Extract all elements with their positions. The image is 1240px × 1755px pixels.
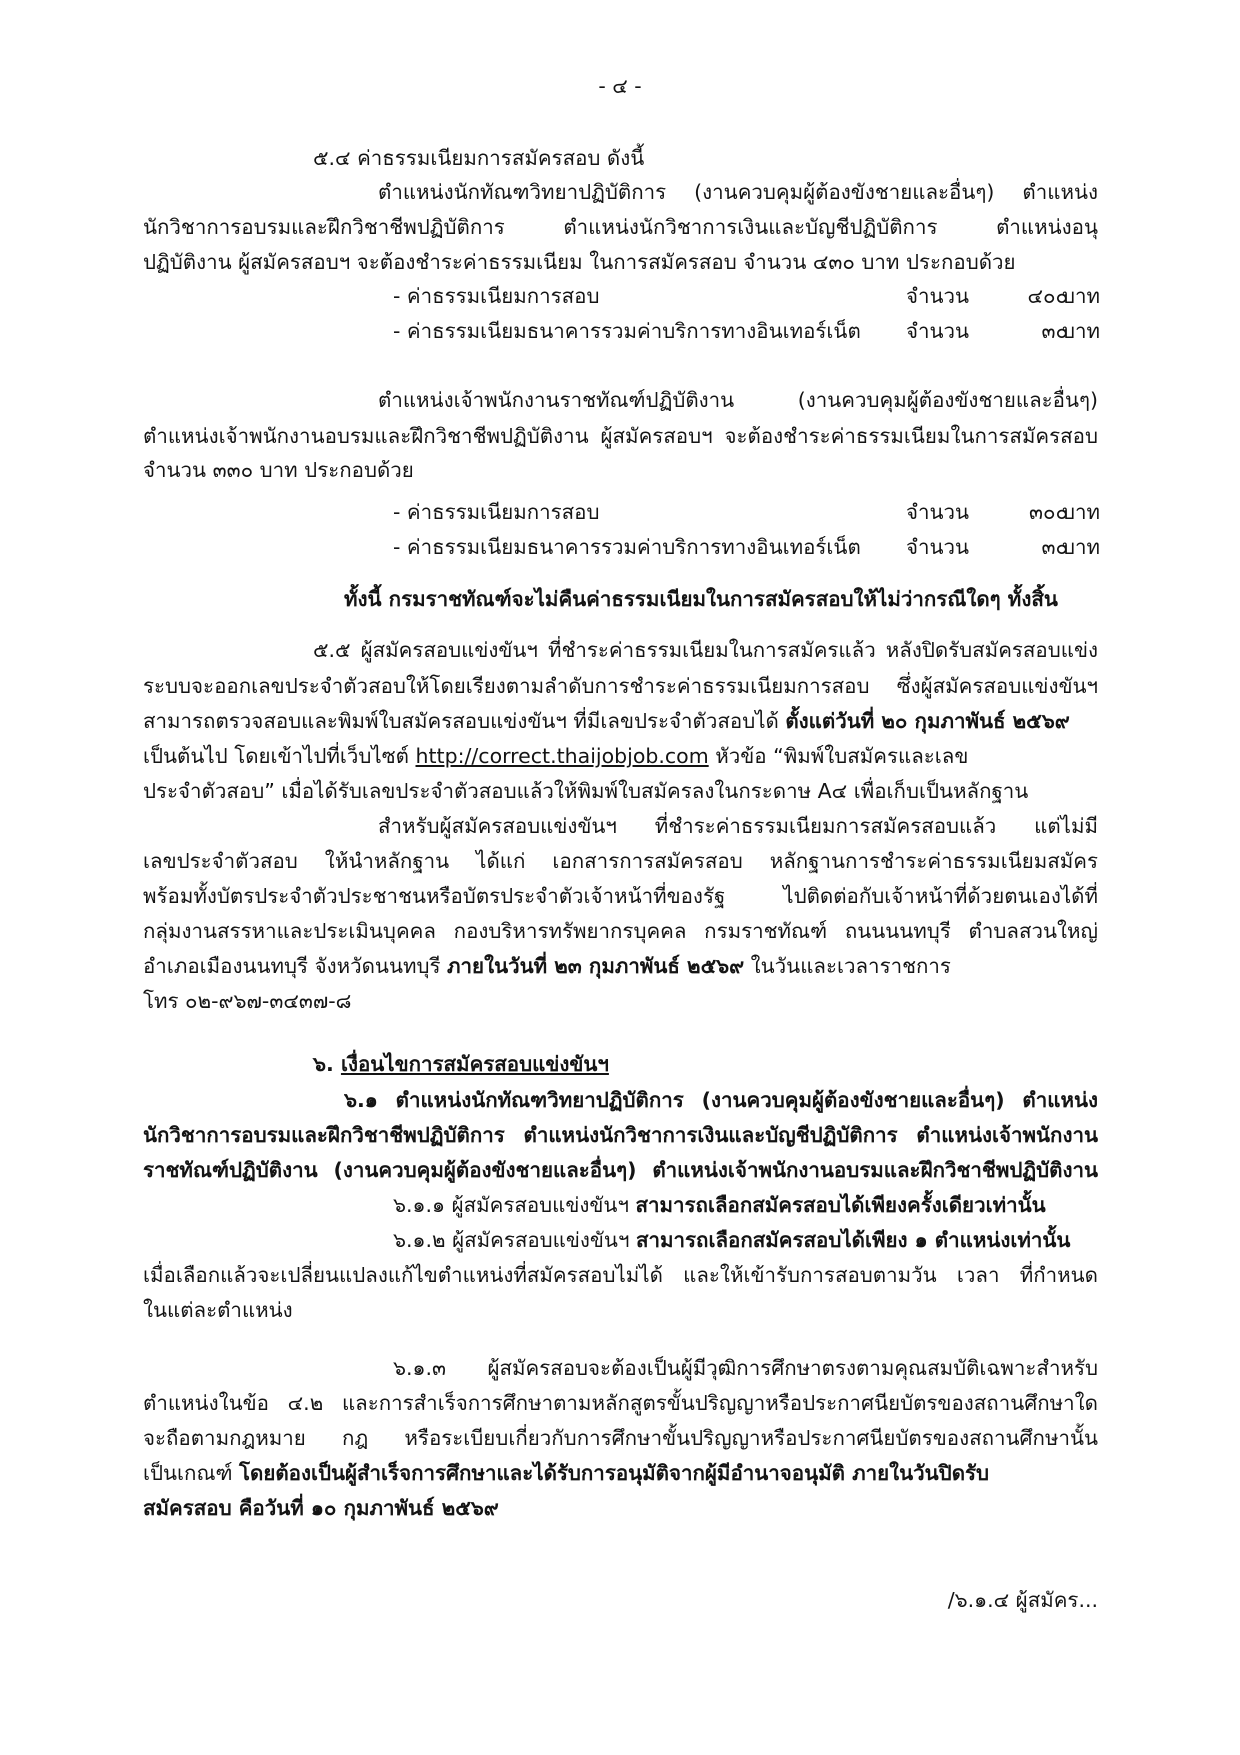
fee-label: - ค่าธรรมเนียมธนาคารรวมค่าบริการทางอินเทอร์เน็ต (393, 535, 861, 559)
s55-line3-text: สามารถตรวจสอบและพิมพ์ใบสมัครสอบแข่งขันฯ ที่มีเลขประจำตัวสอบได้ (143, 709, 786, 733)
s55-p2-line5-tail: ในวันและเวลาราชการ (744, 954, 951, 978)
fee-word: จำนวน (906, 535, 970, 559)
s61-line3: ราชทัณฑ์ปฏิบัติงาน (งานควบคุมผู้ต้องขังชายและอื่นๆ) ตำแหน่งเจ้าพนักงานอบรมและฝึกวิชาชีพปฏิบัติงาน (143, 1158, 1098, 1182)
s55-line2: ระบบจะออกเลขประจำตัวสอบให้โดยเรียงตามลำดับการชำระค่าธรรมเนียมการสอบ ซึ่งผู้สมัครสอบแข่งขันฯ (143, 674, 1098, 698)
s613-line4-emphasis: โดยต้องเป็นผู้สำเร็จการศึกษาและได้รับการอนุมัติจากผู้มีอำนาจอนุมัติ ภายในวันปิดรับ (239, 1461, 990, 1485)
continuation-marker: /๖.๑.๔ ผู้สมัคร... (947, 1588, 1098, 1612)
s61-line2: นักวิชาการอบรมและฝึกวิชาชีพปฏิบัติการ ตำแหน่งนักวิชาการเงินและบัญชีปฏิบัติการ ตำแหน่งเจ้าพนักงาน (143, 1123, 1098, 1147)
fee-amount: ๓๐ (1041, 319, 1068, 343)
s612-line1 (393, 1224, 1070, 1256)
s613-line4 (143, 1457, 989, 1489)
s54-p1-line3: ปฏิบัติงาน ผู้สมัครสอบฯ จะต้องชำระค่าธรรมเนียม ในการสมัครสอบ จำนวน ๔๓๐ บาท ประกอบด้วย (143, 250, 1016, 274)
page-number: - ๔ - (598, 74, 642, 98)
s55-p2-line5-text: อำเภอเมืองนนทบุรี จังหวัดนนทบุรี (143, 954, 448, 978)
fee-word: จำนวน (906, 500, 970, 524)
fee-label: - ค่าธรรมเนียมธนาคารรวมค่าบริการทางอินเทอร์เน็ต (393, 319, 861, 343)
s54-p2-line1: ตำแหน่งเจ้าพนักงานราชทัณฑ์ปฏิบัติงาน (งานควบคุมผู้ต้องขังชายและอื่นๆ) (378, 388, 1098, 412)
section-5-4-heading: ๕.๔ ค่าธรรมเนียมการสมัครสอบ ดังนี้ (313, 146, 645, 170)
s55-p2-line3: พร้อมทั้งบัตรประจำตัวประชาชนหรือบัตรประจำตัวเจ้าหน้าที่ของรัฐ ไปติดต่อกับเจ้าหน้าที่ด้วยตนเองได้ที่ (143, 884, 1098, 908)
s55-line4-topic: หัวข้อ “พิมพ์ใบสมัครและเลข (708, 744, 969, 768)
fee-unit: บาท (1061, 535, 1100, 559)
s55-p2-line1: สำหรับผู้สมัครสอบแข่งขันฯ ที่ชำระค่าธรรมเนียมการสมัครสอบแล้ว แต่ไม่มี (378, 814, 1098, 838)
s612-line3: ในแต่ละตำแหน่ง (143, 1298, 293, 1322)
fee-label: - ค่าธรรมเนียมการสอบ (393, 284, 600, 308)
fee-label: - ค่าธรรมเนียมการสอบ (393, 500, 600, 524)
fee-amount: ๓๐๐ (1028, 500, 1068, 524)
fee-amount: ๔๐๐ (1027, 284, 1068, 308)
s613-line3: จะถือตามกฎหมาย กฎ หรือระเบียบเกี่ยวกับการศึกษาขั้นปริญญาหรือประกาศนียบัตรของสถานศึกษานั้น (143, 1426, 1098, 1450)
s54-p2-line3: จำนวน ๓๓๐ บาท ประกอบด้วย (143, 458, 414, 482)
s54-p1-line1: ตำแหน่งนักทัณฑวิทยาปฏิบัติการ (งานควบคุมผู้ต้องขังชายและอื่นๆ) ตำแหน่ง (378, 180, 1098, 204)
section-6-heading (313, 1048, 609, 1080)
fee-word: จำนวน (906, 319, 970, 343)
s61-line1: ๖.๑ ตำแหน่งนักทัณฑวิทยาปฏิบัติการ (งานควบคุมผู้ต้องขังชายและอื่นๆ) ตำแหน่ง (344, 1088, 1098, 1112)
s611-line (393, 1189, 1046, 1221)
no-refund-notice: ทั้งนี้ กรมราชทัณฑ์จะไม่คืนค่าธรรมเนียมในการสมัครสอบให้ไม่ว่ากรณีใดๆ ทั้งสิ้น (344, 587, 1058, 611)
s612-emphasis: สามารถเลือกสมัครสอบได้เพียง ๑ ตำแหน่งเท่านั้น (635, 1228, 1071, 1252)
fee-unit: บาท (1061, 284, 1100, 308)
s613-line5: สมัครสอบ คือวันที่ ๑๐ กุมภาพันธ์ ๒๕๖๙ (143, 1496, 499, 1520)
deadline-date: ภายในวันที่ ๒๓ กุมภาพันธ์ ๒๕๖๙ (447, 954, 745, 978)
s55-p2-line4: กลุ่มงานสรรหาและประเมินบุคคล กองบริหารทรัพยากรบุคคล กรมราชทัณฑ์ ถนนนนทบุรี ตำบลสวนใหญ่ (143, 919, 1098, 943)
section-6-number: ๖. (313, 1052, 341, 1076)
phone-number: โทร ๐๒-๙๖๗-๓๔๓๗-๘ (143, 989, 352, 1013)
s613-line1: ๖.๑.๓ ผู้สมัครสอบจะต้องเป็นผู้มีวุฒิการศึกษาตรงตามคุณสมบัติเฉพาะสำหรับ (393, 1356, 1098, 1380)
section-6-title: เงื่อนไขการสมัครสอบแข่งขันฯ (340, 1052, 609, 1076)
fee-amount: ๓๐ (1041, 535, 1068, 559)
s55-line4 (143, 740, 968, 772)
s612-line2: เมื่อเลือกแล้วจะเปลี่ยนแปลงแก้ไขตำแหน่งที่สมัครสอบไม่ได้ และให้เข้ารับการสอบตามวัน เวลา ที่กำหนด (143, 1263, 1098, 1287)
s611-emphasis: สามารถเลือกสมัครสอบได้เพียงครั้งเดียวเท่านั้น (635, 1193, 1046, 1217)
s55-p2-line5 (143, 950, 951, 982)
fee-unit: บาท (1061, 500, 1100, 524)
s55-line1: ๕.๕ ผู้สมัครสอบแข่งขันฯ ที่ชำระค่าธรรมเนียมในการสมัครแล้ว หลังปิดรับสมัครสอบแข่ง (313, 638, 1098, 662)
s613-line4-text: เป็นเกณฑ์ (143, 1461, 240, 1485)
s613-line2: ตำแหน่งในข้อ ๔.๒ และการสำเร็จการศึกษาตามหลักสูตรขั้นปริญญาหรือประกาศนียบัตรของสถานศึกษาใด (143, 1391, 1098, 1415)
s55-line3 (143, 705, 1070, 737)
s55-p2-line2: เลขประจำตัวสอบ ให้นำหลักฐาน ได้แก่ เอกสารการสมัครสอบ หลักฐานการชำระค่าธรรมเนียมสมัคร (143, 849, 1098, 873)
s54-p2-line2: ตำแหน่งเจ้าพนักงานอบรมและฝึกวิชาชีพปฏิบัติงาน ผู้สมัครสอบฯ จะต้องชำระค่าธรรมเนียมในการสมัครสอบ (143, 424, 1098, 448)
s55-line4-text: เป็นต้นไป โดยเข้าไปที่เว็บไซต์ (143, 744, 416, 768)
print-start-date: ตั้งแต่วันที่ ๒๐ กุมภาพันธ์ ๒๕๖๙ (785, 709, 1070, 733)
fee-unit: บาท (1061, 319, 1100, 343)
s611-text: ๖.๑.๑ ผู้สมัครสอบแข่งขันฯ (393, 1193, 636, 1217)
s612-text: ๖.๑.๒ ผู้สมัครสอบแข่งขันฯ (393, 1228, 636, 1252)
fee-word: จำนวน (906, 284, 970, 308)
s54-p1-line2: นักวิชาการอบรมและฝึกวิชาชีพปฏิบัติการ ตำแหน่งนักวิชาการเงินและบัญชีปฏิบัติการ ตำแหน่งอนุ (143, 215, 1098, 239)
s55-line5: ประจำตัวสอบ” เมื่อได้รับเลขประจำตัวสอบแล้วให้พิมพ์ใบสมัครลงในกระดาษ A๔ เพื่อเก็บเป็นหลักฐาน (143, 779, 1029, 803)
website-link[interactable]: http://correct.thaijobjob.com (415, 744, 709, 768)
